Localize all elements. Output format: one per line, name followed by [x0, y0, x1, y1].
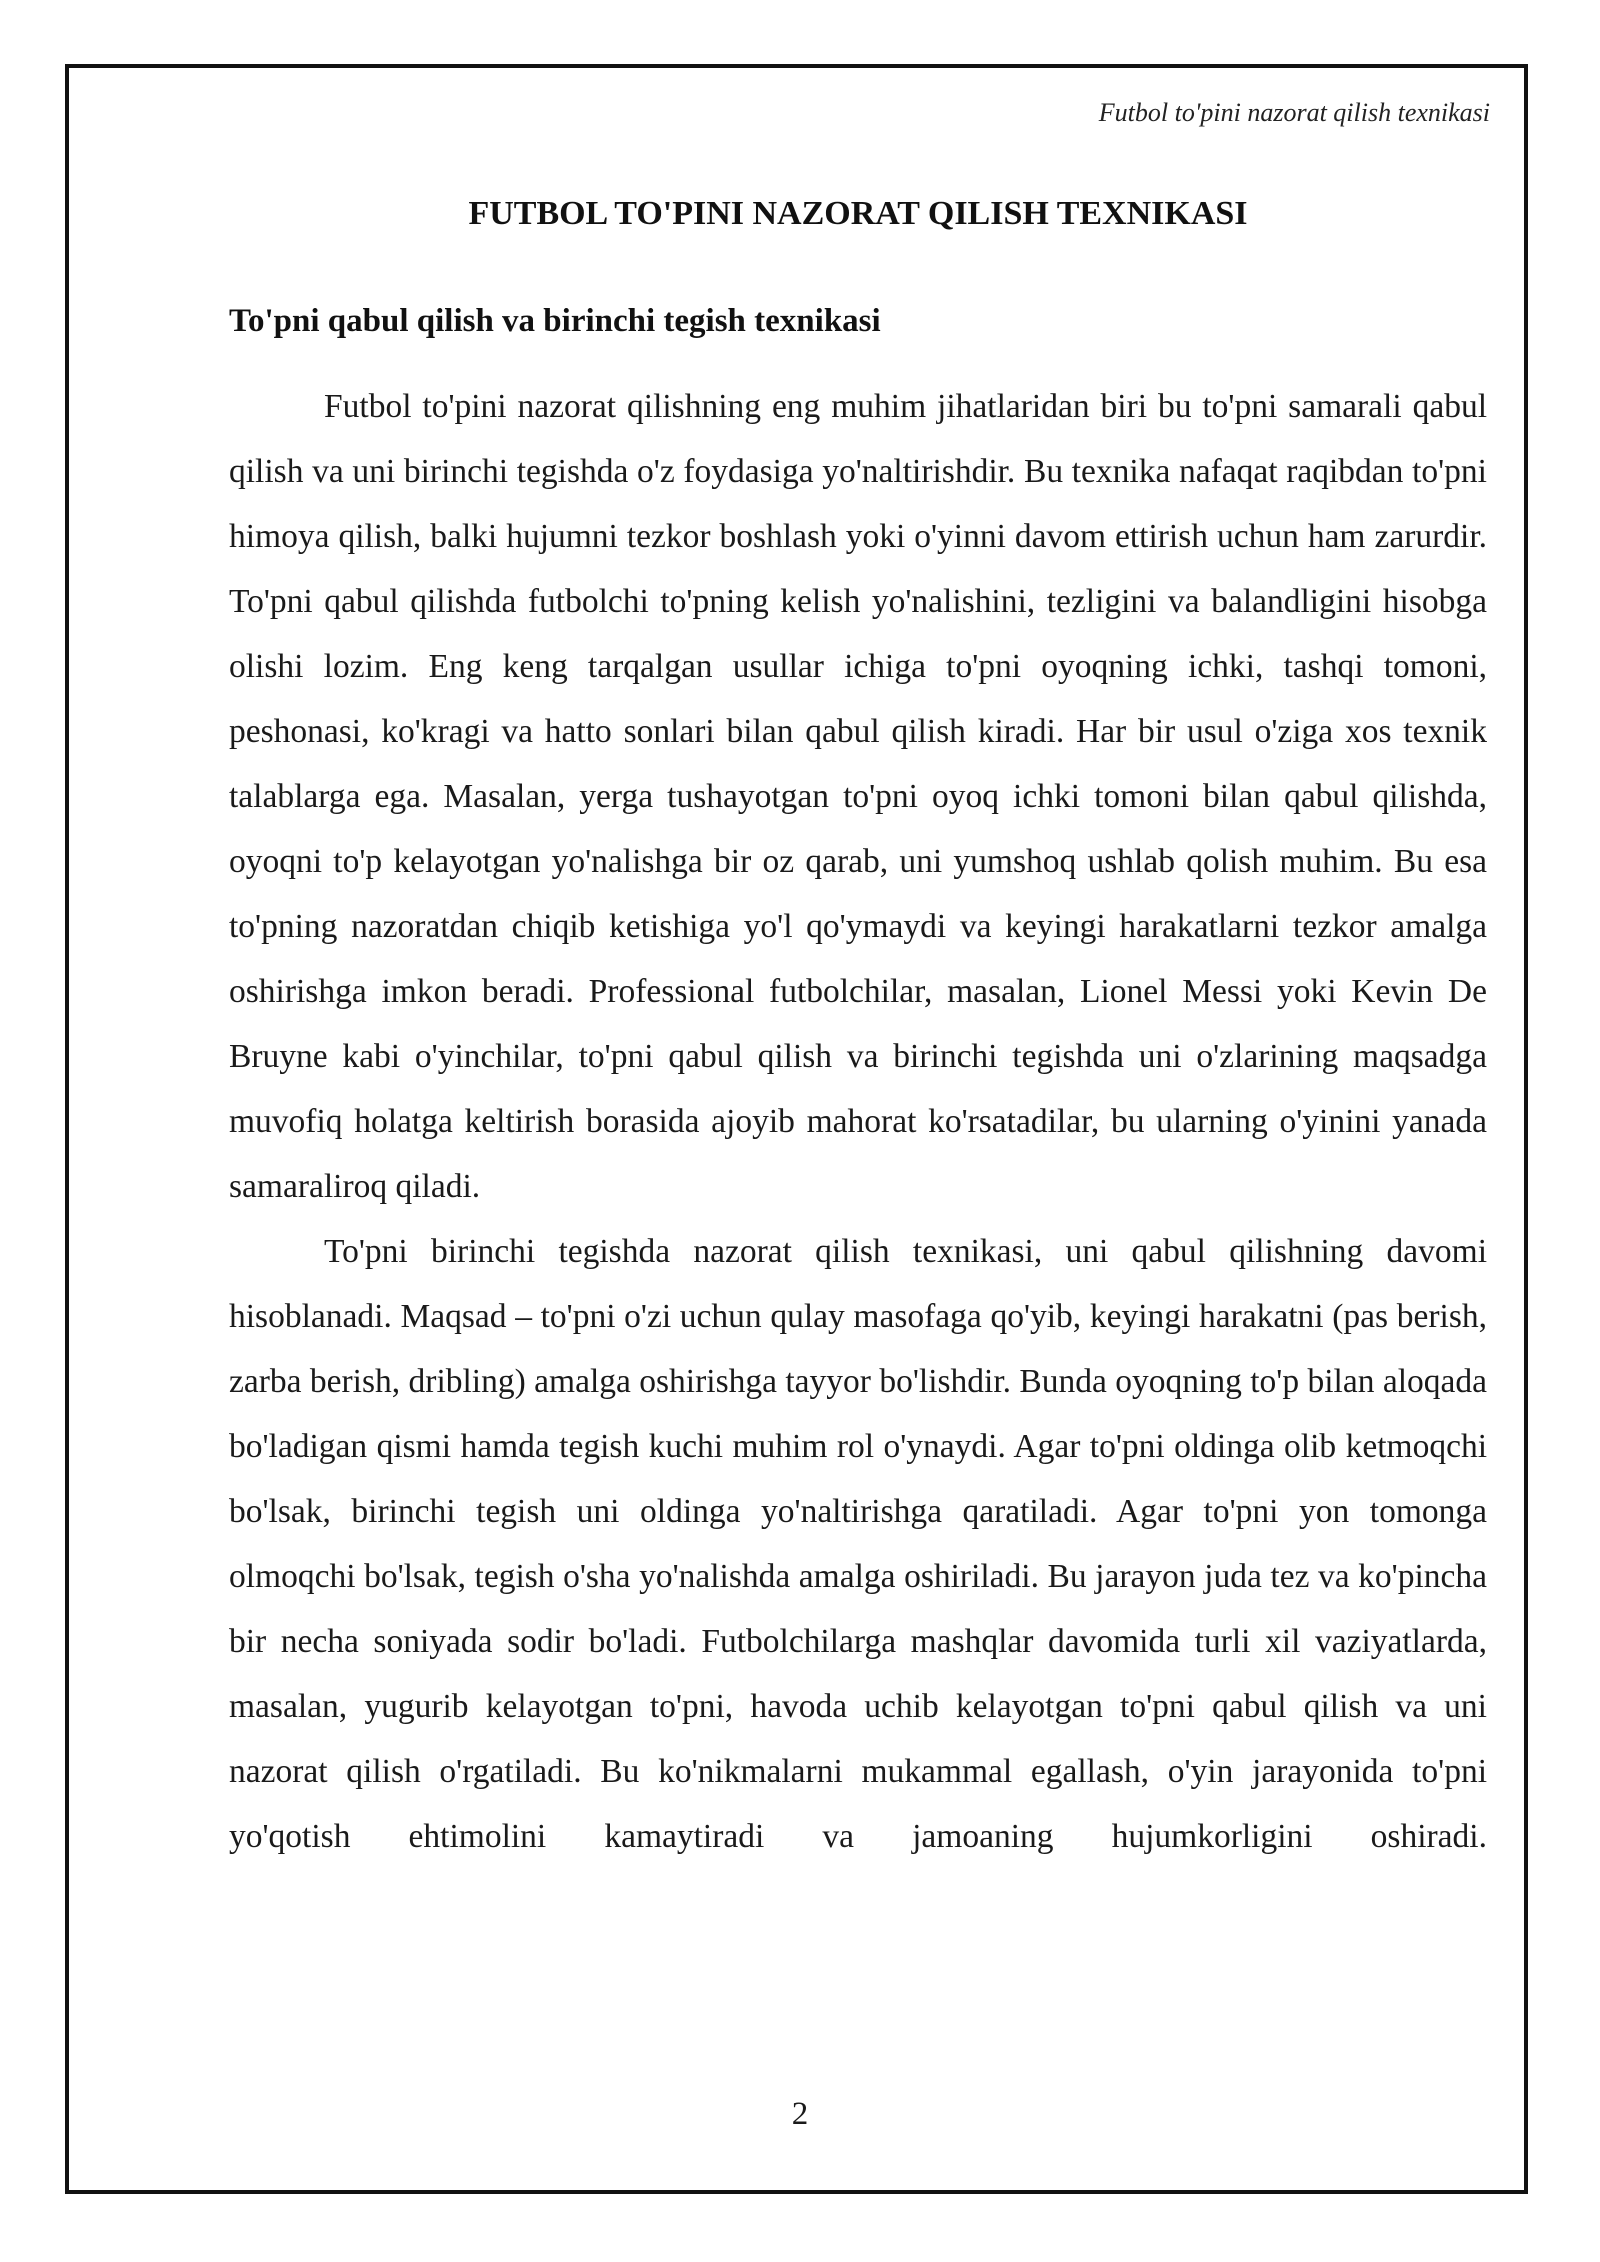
- page-title: FUTBOL TO'PINI NAZORAT QILISH TEXNIKASI: [468, 195, 1248, 232]
- paragraph: Futbol to'pini nazorat qilishning eng muhim jihatlaridan biri bu to'pni samarali qabul qilish va uni birinchi tegishda o'z foydasiga yo'naltirishdir. Bu texnika nafaqat raqibdan to'pni himoya qilish, balki hujumni tezkor boshlash yoki o'yinni davom ettirish uchun ham zarurdir. To'pni qabul qilishda futbolchi to'pning kelish yo'nalishini, tezligini va balandligini hisobga olishi lozim. Eng keng tarqalgan usullar ichiga to'pni oyoqning ichki, tashqi tomoni, peshonasi, ko'kragi va hatto sonlari bilan qabul qilish kiradi. Har bir usul o'ziga xos texnik talablarga ega. Masalan, yerga tushayotgan to'pni oyoq ichki tomoni bilan qabul qilishda, oyoqni to'p kelayotgan yo'nalishga bir oz qarab, uni yumshoq ushlab qolish muhim. Bu esa to'pning nazoratdan chiqib ketishiga yo'l qo'ymaydi va keyingi harakatlarni tezkor amalga oshirishga imkon beradi. Professional futbolchilar, masalan, Lionel Messi yoki Kevin De Bruyne kabi o'yinchilar, to'pni qabul qilish va birinchi tegishda uni o'zlarining maqsadga muvofiq holatga keltirish borasida ajoyib mahorat ko'rsatadilar, bu ularning o'yinini yanada samaraliroq qiladi.: [229, 388, 1487, 1205]
- body-text: [229, 374, 1487, 1869]
- page-number: 2: [791, 2096, 809, 2132]
- section-heading: To'pni qabul qilish va birinchi tegish texnikasi: [229, 303, 881, 339]
- paragraph: To'pni birinchi tegishda nazorat qilish texnikasi, uni qabul qilishning davomi hisoblanadi. Maqsad – to'pni o'zi uchun qulay masofaga qo'yib, keyingi harakatni (pas berish, zarba berish, dribling) amalga oshirishga tayyor bo'lishdir. Bunda oyoqning to'p bilan aloqada bo'ladigan qismi hamda tegish kuchi muhim rol o'ynaydi. Agar to'pni oldinga olib ketmoqchi bo'lsak, birinchi tegish uni oldinga yo'naltirishga qaratiladi. Agar to'pni yon tomonga olmoqchi bo'lsak, tegish o'sha yo'nalishda amalga oshiriladi. Bu jarayon juda tez va ko'pincha bir necha soniyada sodir bo'ladi. Futbolchilarga mashqlar davomida turli xil vaziyatlarda, masalan, yugurib kelayotgan to'pni, havoda uchib kelayotgan to'pni qabul qilish va uni nazorat qilish o'rgatiladi. Bu ko'nikmalarni mukammal egallash, o'yin jarayonida to'pni yo'qotish ehtimolini kamaytiradi va jamoaning hujumkorligini oshiradi.: [229, 1233, 1487, 1855]
- running-header: Futbol to'pini nazorat qilish texnikasi: [1098, 98, 1490, 127]
